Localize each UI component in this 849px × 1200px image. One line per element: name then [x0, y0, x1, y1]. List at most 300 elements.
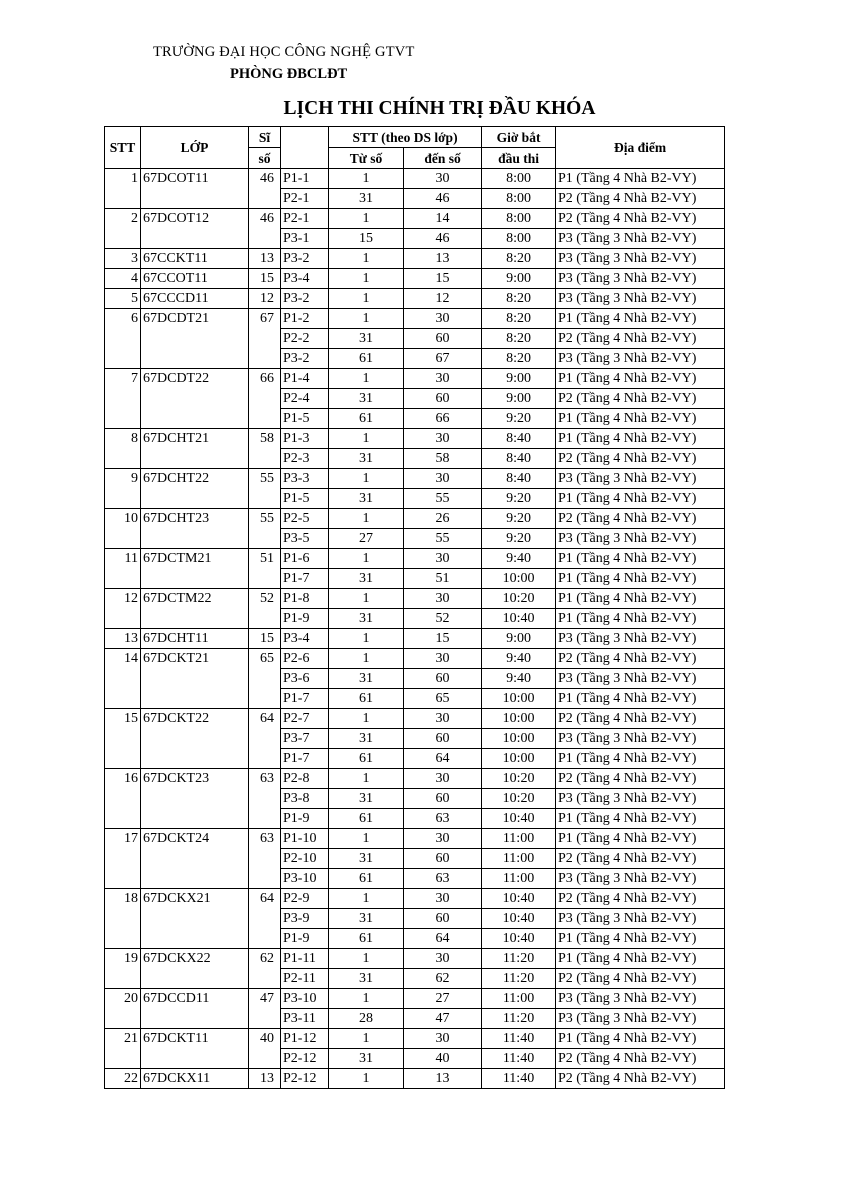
row-location: P2 (Tầng 4 Nhà B2-VY)	[556, 769, 725, 789]
exam-schedule-table	[104, 126, 725, 1089]
table-row	[105, 949, 725, 969]
row-location: P3 (Tầng 3 Nhà B2-VY)	[556, 229, 725, 249]
row-location: P2 (Tầng 4 Nhà B2-VY)	[556, 709, 725, 729]
row-stt: 2	[105, 209, 141, 249]
row-location: P1 (Tầng 4 Nhà B2-VY)	[556, 549, 725, 569]
row-to-number: 30	[404, 709, 482, 729]
row-class: 67DCKX22	[141, 949, 249, 989]
row-start-time: 10:20	[482, 589, 556, 609]
table-row	[105, 1069, 725, 1089]
row-student-count: 63	[249, 829, 281, 889]
row-room-code: P1-2	[281, 309, 329, 329]
row-location: P1 (Tầng 4 Nhà B2-VY)	[556, 169, 725, 189]
row-to-number: 60	[404, 849, 482, 869]
row-room-code: P2-2	[281, 329, 329, 349]
row-room-code: P2-1	[281, 209, 329, 229]
row-room-code: P2-3	[281, 449, 329, 469]
row-from-number: 28	[329, 1009, 404, 1029]
row-location: P3 (Tầng 3 Nhà B2-VY)	[556, 669, 725, 689]
table-row	[105, 429, 725, 449]
row-from-number: 31	[329, 189, 404, 209]
row-room-code: P1-7	[281, 749, 329, 769]
table-row	[105, 289, 725, 309]
row-to-number: 30	[404, 649, 482, 669]
table-row	[105, 1029, 725, 1049]
row-from-number: 1	[329, 829, 404, 849]
row-to-number: 30	[404, 769, 482, 789]
row-to-number: 30	[404, 549, 482, 569]
header-den-so: đến số	[404, 148, 482, 169]
table-row	[105, 309, 725, 329]
row-from-number: 31	[329, 849, 404, 869]
table-row	[105, 469, 725, 489]
row-start-time: 8:00	[482, 169, 556, 189]
row-to-number: 26	[404, 509, 482, 529]
row-to-number: 30	[404, 429, 482, 449]
row-from-number: 1	[329, 209, 404, 229]
row-start-time: 8:40	[482, 429, 556, 449]
row-location: P1 (Tầng 4 Nhà B2-VY)	[556, 949, 725, 969]
row-class: 67DCOT12	[141, 209, 249, 249]
row-start-time: 9:40	[482, 669, 556, 689]
row-student-count: 67	[249, 309, 281, 369]
row-from-number: 31	[329, 909, 404, 929]
row-start-time: 10:00	[482, 729, 556, 749]
row-room-code: P3-1	[281, 229, 329, 249]
table-row	[105, 369, 725, 389]
row-from-number: 61	[329, 929, 404, 949]
row-class: 67CCOT11	[141, 269, 249, 289]
row-location: P1 (Tầng 4 Nhà B2-VY)	[556, 369, 725, 389]
table-row	[105, 269, 725, 289]
row-room-code: P3-4	[281, 269, 329, 289]
row-room-code: P3-6	[281, 669, 329, 689]
row-from-number: 31	[329, 569, 404, 589]
row-to-number: 65	[404, 689, 482, 709]
row-room-code: P1-11	[281, 949, 329, 969]
row-student-count: 46	[249, 209, 281, 249]
row-room-code: P3-10	[281, 989, 329, 1009]
row-from-number: 31	[329, 449, 404, 469]
row-from-number: 1	[329, 249, 404, 269]
row-start-time: 9:20	[482, 529, 556, 549]
row-start-time: 8:00	[482, 229, 556, 249]
row-location: P1 (Tầng 4 Nhà B2-VY)	[556, 409, 725, 429]
row-room-code: P2-11	[281, 969, 329, 989]
row-from-number: 1	[329, 269, 404, 289]
row-room-code: P1-7	[281, 689, 329, 709]
row-start-time: 11:00	[482, 989, 556, 1009]
row-class: 67DCKT22	[141, 709, 249, 769]
row-from-number: 1	[329, 1069, 404, 1089]
row-start-time: 10:40	[482, 889, 556, 909]
row-start-time: 10:40	[482, 609, 556, 629]
row-class: 67DCOT11	[141, 169, 249, 209]
row-stt: 16	[105, 769, 141, 829]
row-start-time: 9:00	[482, 269, 556, 289]
table-row	[105, 709, 725, 729]
row-student-count: 65	[249, 649, 281, 709]
row-from-number: 31	[329, 969, 404, 989]
row-to-number: 67	[404, 349, 482, 369]
row-student-count: 66	[249, 369, 281, 429]
row-location: P3 (Tầng 3 Nhà B2-VY)	[556, 789, 725, 809]
row-start-time: 10:40	[482, 929, 556, 949]
row-location: P3 (Tầng 3 Nhà B2-VY)	[556, 469, 725, 489]
row-location: P2 (Tầng 4 Nhà B2-VY)	[556, 969, 725, 989]
table-row	[105, 989, 725, 1009]
row-to-number: 14	[404, 209, 482, 229]
row-from-number: 31	[329, 489, 404, 509]
row-room-code: P3-11	[281, 1009, 329, 1029]
row-stt: 17	[105, 829, 141, 889]
row-room-code: P3-9	[281, 909, 329, 929]
row-start-time: 10:20	[482, 789, 556, 809]
row-location: P1 (Tầng 4 Nhà B2-VY)	[556, 1029, 725, 1049]
row-from-number: 1	[329, 1029, 404, 1049]
row-to-number: 62	[404, 969, 482, 989]
row-to-number: 30	[404, 169, 482, 189]
row-to-number: 52	[404, 609, 482, 629]
row-location: P2 (Tầng 4 Nhà B2-VY)	[556, 189, 725, 209]
row-start-time: 10:00	[482, 689, 556, 709]
row-from-number: 31	[329, 729, 404, 749]
row-location: P2 (Tầng 4 Nhà B2-VY)	[556, 329, 725, 349]
row-to-number: 12	[404, 289, 482, 309]
row-class: 67DCCD11	[141, 989, 249, 1029]
row-location: P1 (Tầng 4 Nhà B2-VY)	[556, 589, 725, 609]
row-room-code: P3-2	[281, 249, 329, 269]
header-dia-diem: Địa điểm	[556, 127, 725, 169]
row-location: P3 (Tầng 3 Nhà B2-VY)	[556, 1009, 725, 1029]
row-student-count: 47	[249, 989, 281, 1029]
row-stt: 15	[105, 709, 141, 769]
row-stt: 7	[105, 369, 141, 429]
row-student-count: 64	[249, 709, 281, 769]
row-from-number: 1	[329, 769, 404, 789]
row-room-code: P2-1	[281, 189, 329, 209]
row-class: 67DCKX11	[141, 1069, 249, 1089]
row-start-time: 9:00	[482, 389, 556, 409]
row-from-number: 1	[329, 509, 404, 529]
header-stt-group: STT (theo DS lớp)	[329, 127, 482, 148]
row-to-number: 60	[404, 389, 482, 409]
row-student-count: 64	[249, 889, 281, 949]
row-to-number: 30	[404, 309, 482, 329]
row-to-number: 47	[404, 1009, 482, 1029]
row-student-count: 62	[249, 949, 281, 989]
row-from-number: 1	[329, 549, 404, 569]
row-from-number: 1	[329, 429, 404, 449]
row-location: P2 (Tầng 4 Nhà B2-VY)	[556, 1069, 725, 1089]
row-student-count: 55	[249, 469, 281, 509]
row-to-number: 15	[404, 629, 482, 649]
row-from-number: 31	[329, 609, 404, 629]
row-location: P1 (Tầng 4 Nhà B2-VY)	[556, 809, 725, 829]
row-start-time: 10:00	[482, 709, 556, 729]
row-location: P2 (Tầng 4 Nhà B2-VY)	[556, 849, 725, 869]
row-student-count: 13	[249, 249, 281, 269]
row-start-time: 11:40	[482, 1049, 556, 1069]
row-stt: 3	[105, 249, 141, 269]
row-student-count: 13	[249, 1069, 281, 1089]
row-from-number: 31	[329, 1049, 404, 1069]
row-start-time: 8:20	[482, 309, 556, 329]
row-room-code: P2-5	[281, 509, 329, 529]
row-room-code: P1-8	[281, 589, 329, 609]
row-from-number: 31	[329, 789, 404, 809]
row-location: P2 (Tầng 4 Nhà B2-VY)	[556, 509, 725, 529]
row-stt: 19	[105, 949, 141, 989]
table-row	[105, 889, 725, 909]
row-student-count: 15	[249, 269, 281, 289]
row-to-number: 60	[404, 729, 482, 749]
row-from-number: 1	[329, 889, 404, 909]
row-room-code: P3-2	[281, 289, 329, 309]
row-start-time: 8:20	[482, 249, 556, 269]
row-room-code: P2-12	[281, 1049, 329, 1069]
row-location: P3 (Tầng 3 Nhà B2-VY)	[556, 349, 725, 369]
row-location: P2 (Tầng 4 Nhà B2-VY)	[556, 649, 725, 669]
row-stt: 1	[105, 169, 141, 209]
row-start-time: 10:00	[482, 569, 556, 589]
row-student-count: 12	[249, 289, 281, 309]
row-room-code: P1-9	[281, 609, 329, 629]
row-start-time: 11:00	[482, 849, 556, 869]
row-start-time: 11:00	[482, 869, 556, 889]
row-class: 67CCCD11	[141, 289, 249, 309]
table-row	[105, 549, 725, 569]
row-room-code: P3-7	[281, 729, 329, 749]
row-to-number: 55	[404, 529, 482, 549]
row-room-code: P1-1	[281, 169, 329, 189]
row-stt: 6	[105, 309, 141, 369]
row-class: 67DCKT21	[141, 649, 249, 709]
row-start-time: 9:00	[482, 629, 556, 649]
row-stt: 12	[105, 589, 141, 629]
row-from-number: 1	[329, 709, 404, 729]
row-student-count: 63	[249, 769, 281, 829]
row-class: 67DCTM21	[141, 549, 249, 589]
row-location: P1 (Tầng 4 Nhà B2-VY)	[556, 689, 725, 709]
row-to-number: 63	[404, 869, 482, 889]
row-to-number: 46	[404, 229, 482, 249]
row-to-number: 30	[404, 469, 482, 489]
row-start-time: 9:20	[482, 489, 556, 509]
row-location: P2 (Tầng 4 Nhà B2-VY)	[556, 1049, 725, 1069]
row-class: 67CCKT11	[141, 249, 249, 269]
row-location: P1 (Tầng 4 Nhà B2-VY)	[556, 749, 725, 769]
row-room-code: P3-10	[281, 869, 329, 889]
row-start-time: 8:20	[482, 329, 556, 349]
row-start-time: 8:20	[482, 289, 556, 309]
row-class: 67DCKT24	[141, 829, 249, 889]
row-student-count: 40	[249, 1029, 281, 1069]
row-room-code: P3-3	[281, 469, 329, 489]
office-name: PHÒNG ĐBCLĐT	[230, 66, 348, 82]
row-to-number: 60	[404, 789, 482, 809]
row-room-code: P1-4	[281, 369, 329, 389]
row-stt: 10	[105, 509, 141, 549]
row-start-time: 8:00	[482, 189, 556, 209]
row-location: P3 (Tầng 3 Nhà B2-VY)	[556, 529, 725, 549]
row-from-number: 1	[329, 949, 404, 969]
row-room-code: P1-3	[281, 429, 329, 449]
row-class: 67DCKT23	[141, 769, 249, 829]
row-location: P3 (Tầng 3 Nhà B2-VY)	[556, 729, 725, 749]
row-room-code: P1-9	[281, 809, 329, 829]
table-row	[105, 209, 725, 229]
row-from-number: 1	[329, 469, 404, 489]
row-stt: 22	[105, 1069, 141, 1089]
row-room-code: P2-9	[281, 889, 329, 909]
row-room-code: P2-12	[281, 1069, 329, 1089]
page-title: LỊCH THI CHÍNH TRỊ ĐẦU KHÓA	[283, 98, 596, 119]
row-to-number: 30	[404, 829, 482, 849]
row-start-time: 9:20	[482, 509, 556, 529]
row-stt: 4	[105, 269, 141, 289]
row-from-number: 1	[329, 629, 404, 649]
row-room-code: P2-10	[281, 849, 329, 869]
row-to-number: 30	[404, 369, 482, 389]
header-stt: STT	[105, 127, 141, 169]
row-from-number: 31	[329, 329, 404, 349]
row-start-time: 8:20	[482, 349, 556, 369]
row-stt: 18	[105, 889, 141, 949]
row-from-number: 1	[329, 169, 404, 189]
row-to-number: 15	[404, 269, 482, 289]
row-room-code: P1-12	[281, 1029, 329, 1049]
row-room-code: P1-7	[281, 569, 329, 589]
row-stt: 14	[105, 649, 141, 709]
row-from-number: 61	[329, 869, 404, 889]
row-start-time: 9:40	[482, 649, 556, 669]
row-to-number: 46	[404, 189, 482, 209]
row-class: 67DCHT11	[141, 629, 249, 649]
row-room-code: P2-4	[281, 389, 329, 409]
row-to-number: 51	[404, 569, 482, 589]
row-start-time: 11:20	[482, 1009, 556, 1029]
row-class: 67DCTM22	[141, 589, 249, 629]
row-from-number: 1	[329, 589, 404, 609]
row-to-number: 64	[404, 929, 482, 949]
row-from-number: 61	[329, 409, 404, 429]
table-row	[105, 169, 725, 189]
row-start-time: 8:40	[482, 449, 556, 469]
row-to-number: 30	[404, 589, 482, 609]
row-location: P1 (Tầng 4 Nhà B2-VY)	[556, 489, 725, 509]
row-from-number: 61	[329, 689, 404, 709]
table-row	[105, 649, 725, 669]
header-gio-line1: Giờ bắt	[482, 127, 556, 148]
row-class: 67DCKT11	[141, 1029, 249, 1069]
header-si-so-line2: số	[249, 148, 281, 169]
row-start-time: 9:00	[482, 369, 556, 389]
row-to-number: 60	[404, 329, 482, 349]
row-room-code: P3-8	[281, 789, 329, 809]
row-location: P1 (Tầng 4 Nhà B2-VY)	[556, 609, 725, 629]
row-room-code: P3-2	[281, 349, 329, 369]
row-from-number: 1	[329, 309, 404, 329]
table-body	[105, 169, 725, 1089]
row-from-number: 1	[329, 369, 404, 389]
row-to-number: 30	[404, 1029, 482, 1049]
header-si-so-line1: Sĩ	[249, 127, 281, 148]
row-start-time: 10:40	[482, 809, 556, 829]
row-from-number: 61	[329, 749, 404, 769]
row-room-code: P1-5	[281, 409, 329, 429]
row-class: 67DCKX21	[141, 889, 249, 949]
school-name: TRƯỜNG ĐẠI HỌC CÔNG NGHỆ GTVT	[153, 44, 415, 60]
row-room-code: P2-6	[281, 649, 329, 669]
row-stt: 13	[105, 629, 141, 649]
row-to-number: 63	[404, 809, 482, 829]
row-location: P3 (Tầng 3 Nhà B2-VY)	[556, 909, 725, 929]
row-start-time: 11:20	[482, 969, 556, 989]
row-start-time: 11:00	[482, 829, 556, 849]
row-class: 67DCHT21	[141, 429, 249, 469]
row-location: P3 (Tầng 3 Nhà B2-VY)	[556, 289, 725, 309]
row-stt: 21	[105, 1029, 141, 1069]
row-start-time: 10:40	[482, 909, 556, 929]
row-start-time: 11:40	[482, 1069, 556, 1089]
row-location: P3 (Tầng 3 Nhà B2-VY)	[556, 629, 725, 649]
row-location: P2 (Tầng 4 Nhà B2-VY)	[556, 449, 725, 469]
row-student-count: 51	[249, 549, 281, 589]
row-stt: 9	[105, 469, 141, 509]
row-stt: 5	[105, 289, 141, 309]
row-from-number: 61	[329, 809, 404, 829]
row-student-count: 52	[249, 589, 281, 629]
row-to-number: 13	[404, 1069, 482, 1089]
header-lop: LỚP	[141, 127, 249, 169]
row-from-number: 1	[329, 989, 404, 1009]
row-room-code: P2-7	[281, 709, 329, 729]
row-from-number: 1	[329, 649, 404, 669]
row-room-code: P1-9	[281, 929, 329, 949]
row-location: P3 (Tầng 3 Nhà B2-VY)	[556, 989, 725, 1009]
row-stt: 8	[105, 429, 141, 469]
row-location: P1 (Tầng 4 Nhà B2-VY)	[556, 569, 725, 589]
row-location: P1 (Tầng 4 Nhà B2-VY)	[556, 829, 725, 849]
row-to-number: 66	[404, 409, 482, 429]
row-start-time: 11:20	[482, 949, 556, 969]
row-from-number: 27	[329, 529, 404, 549]
row-to-number: 58	[404, 449, 482, 469]
row-to-number: 30	[404, 889, 482, 909]
header-gio-line2: đầu thi	[482, 148, 556, 169]
row-student-count: 15	[249, 629, 281, 649]
row-start-time: 8:00	[482, 209, 556, 229]
row-to-number: 40	[404, 1049, 482, 1069]
row-to-number: 55	[404, 489, 482, 509]
row-from-number: 1	[329, 289, 404, 309]
row-location: P3 (Tầng 3 Nhà B2-VY)	[556, 869, 725, 889]
row-start-time: 11:40	[482, 1029, 556, 1049]
row-stt: 11	[105, 549, 141, 589]
row-location: P2 (Tầng 4 Nhà B2-VY)	[556, 209, 725, 229]
row-location: P3 (Tầng 3 Nhà B2-VY)	[556, 249, 725, 269]
row-student-count: 55	[249, 509, 281, 549]
table-row	[105, 629, 725, 649]
row-room-code: P3-5	[281, 529, 329, 549]
row-room-code: P1-5	[281, 489, 329, 509]
table-row	[105, 509, 725, 529]
row-start-time: 9:40	[482, 549, 556, 569]
row-from-number: 61	[329, 349, 404, 369]
table-row	[105, 589, 725, 609]
row-location: P2 (Tầng 4 Nhà B2-VY)	[556, 389, 725, 409]
